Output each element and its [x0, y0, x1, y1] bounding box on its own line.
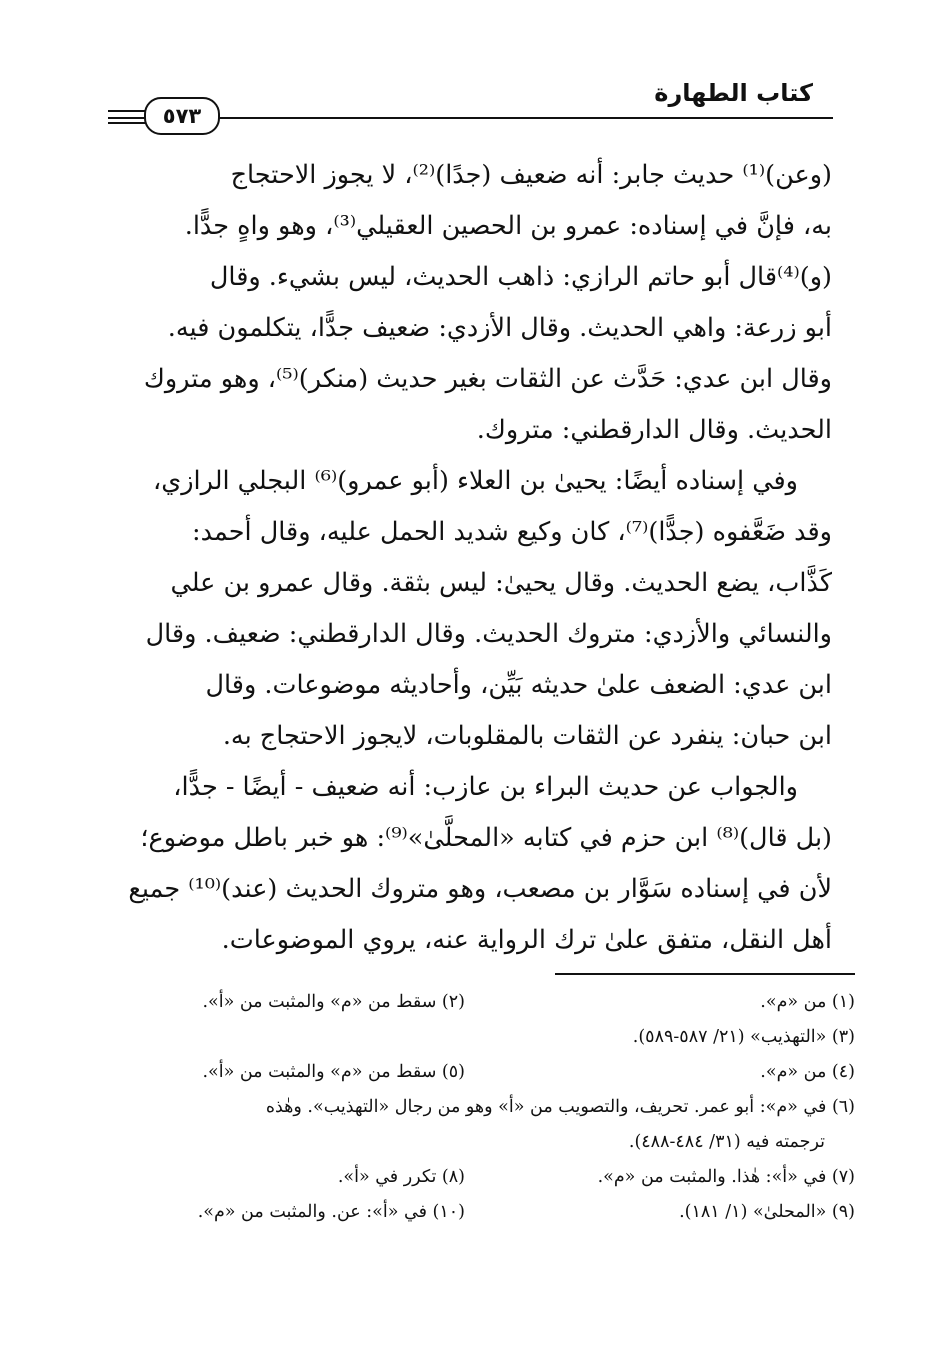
- footnote-4: (٤) من «م».: [760, 1062, 855, 1082]
- body-line: الحديث. وقال الدارقطني: متروك.: [476, 415, 832, 445]
- body-line: (وعن)⁽¹⁾ حديث جابر: أنه ضعيف (جدًا)⁽²⁾، لا يجوز الاحتجاج: [230, 160, 832, 190]
- body-line: وقال ابن عدي: حَدَّث عن الثقات بغير حديث (منكر)⁽⁵⁾، وهو متروك: [143, 364, 832, 394]
- footnote-2: (٢) سقط من «م» والمثبت من «أ».: [202, 992, 465, 1012]
- footnotes: [108, 985, 855, 1230]
- footnote-1: (١) من «م».: [760, 992, 855, 1012]
- page-number: ٥٧٣: [144, 97, 220, 135]
- body-line: أهل النقل، متفق علىٰ ترك الرواية عنه، يروي الموضوعات.: [221, 925, 832, 955]
- footnote-row: [108, 985, 855, 1020]
- body-line: وقد ضَعَّفوه (جدًّا)⁽⁷⁾، كان وكيع شديد الحمل عليه، وقال أحمد:: [192, 517, 832, 547]
- body-line: والجواب عن حديث البراء بن عازب: أنه ضعيف - أيضًا - جدًّا،: [173, 772, 798, 802]
- footnote-row: [108, 1195, 855, 1230]
- header-rule-bottom: [108, 122, 148, 124]
- body-line: (و)⁽⁴⁾قال أبو حاتم الرازي: ذاهب الحديث، ليس بشيء. وقال: [209, 262, 832, 292]
- footnote-row: [108, 1090, 855, 1125]
- footnote-row: [108, 1125, 855, 1160]
- footnote-row: [108, 1020, 855, 1055]
- footnote-row: [108, 1160, 855, 1195]
- footnote-6: (٦) في «م»: أبو عمر. تحريف، والتصويب من «أ» وهو من رجال «التهذيب». وهٰذه: [265, 1097, 855, 1117]
- body-line: ابن حبان: ينفرد عن الثقات بالمقلوبات، لايجوز الاحتجاج به.: [222, 721, 832, 751]
- body-line: أبو زرعة: واهي الحديث. وقال الأزدي: ضعيف جدًّا، يتكلمون فيه.: [167, 313, 832, 343]
- footnote-9: (٩) «المحلىٰ» (١/ ١٨١).: [679, 1202, 855, 1222]
- footnote-6-continued: ترجمته فيه (٣١/ ٤٨٤-٤٨٨).: [628, 1132, 825, 1152]
- body-text: [108, 150, 832, 966]
- body-line: والنسائي والأزدي: متروك الحديث. وقال الدارقطني: ضعيف. وقال: [145, 619, 832, 649]
- footnote-7: (٧) في «أ»: هٰذا. والمثبت من «م».: [597, 1167, 855, 1187]
- footnote-5: (٥) سقط من «م» والمثبت من «أ».: [202, 1062, 465, 1082]
- footnote-row: [108, 1055, 855, 1090]
- footnote-3: (٣) «التهذيب» (٢١/ ٥٨٧-٥٨٩).: [632, 1027, 855, 1047]
- footnote-8: (٨) تكرر في «أ».: [337, 1167, 465, 1187]
- body-line: كَذَّاب، يضع الحديث. وقال يحيىٰ: ليس بثقة. وقال عمرو بن علي: [170, 568, 832, 598]
- chapter-title: كتاب الطهارة: [654, 79, 813, 107]
- body-line: لأن في إسناده سَوَّار بن مصعب، وهو متروك الحديث (عند)⁽¹⁰⁾ جميع: [128, 874, 832, 904]
- footnote-separator: [555, 973, 855, 975]
- body-line: (بل قال)⁽⁸⁾ ابن حزم في كتابه «المحلَّىٰ»⁽⁹⁾: هو خبر باطل موضوع؛: [140, 823, 832, 853]
- footnote-10: (١٠) في «أ»: عن. والمثبت من «م».: [197, 1202, 465, 1222]
- body-line: وفي إسناده أيضًا: يحيىٰ بن العلاء (أبو عمرو)⁽⁶⁾ البجلي الرازي،: [153, 466, 798, 496]
- body-line: به، فإنَّ في إسناده: عمرو بن الحصين العقيلي⁽³⁾، وهو واهٍ جدًّا.: [184, 211, 832, 241]
- header-rule-top: [108, 110, 148, 112]
- body-line: ابن عدي: الضعف علىٰ حديثه بَيِّن، وأحاديثه موضوعات. وقال: [205, 670, 832, 700]
